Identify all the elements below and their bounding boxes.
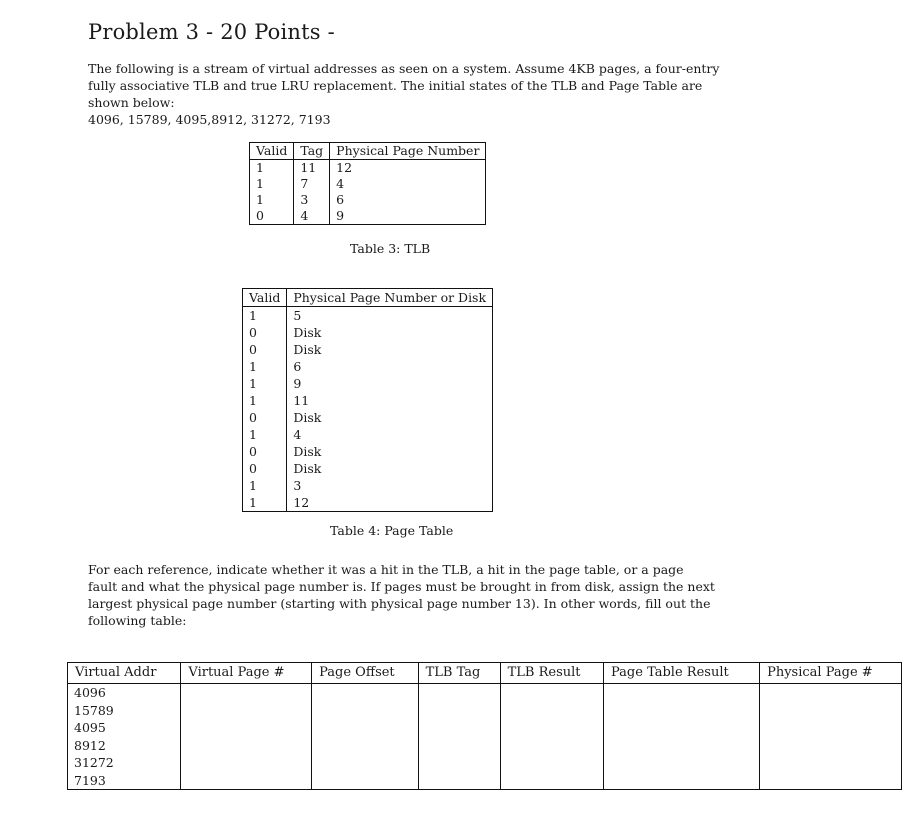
page-table-ppn: 3 bbox=[287, 477, 493, 494]
page-table-row bbox=[243, 341, 493, 358]
instructions-paragraph bbox=[88, 561, 718, 629]
tlb-valid: 0 bbox=[250, 208, 294, 225]
page-table-valid: 0 bbox=[243, 409, 287, 426]
answer-cell[interactable] bbox=[181, 684, 312, 702]
page-table-ppn: Disk bbox=[287, 341, 493, 358]
answer-cell[interactable] bbox=[181, 754, 312, 772]
answer-cell[interactable] bbox=[418, 737, 500, 755]
answer-row bbox=[68, 737, 902, 755]
answer-cell[interactable] bbox=[760, 772, 902, 790]
page-table-row bbox=[243, 324, 493, 341]
page-table-ppn: Disk bbox=[287, 409, 493, 426]
answer-cell[interactable] bbox=[604, 737, 760, 755]
answer-cell[interactable] bbox=[418, 754, 500, 772]
page-table-ppn: 6 bbox=[287, 358, 493, 375]
page-table-ppn: Disk bbox=[287, 460, 493, 477]
answer-cell[interactable] bbox=[760, 719, 902, 737]
answer-cell[interactable] bbox=[500, 737, 603, 755]
tlb-valid: 1 bbox=[250, 192, 294, 208]
tlb-header-row bbox=[250, 143, 486, 160]
page-table-row bbox=[243, 494, 493, 512]
answer-cell[interactable] bbox=[418, 702, 500, 720]
answer-virtual-addr: 31272 bbox=[68, 754, 181, 772]
tlb-valid: 1 bbox=[250, 160, 294, 177]
page-table-valid: 0 bbox=[243, 443, 287, 460]
page-table-ppn: 5 bbox=[287, 307, 493, 325]
answer-header-tlb-tag: TLB Tag bbox=[418, 663, 500, 684]
tlb-row bbox=[250, 208, 486, 225]
tlb-ppn: 12 bbox=[330, 160, 486, 177]
answer-cell[interactable] bbox=[760, 702, 902, 720]
page-table-row bbox=[243, 307, 493, 325]
page-table-ppn: 12 bbox=[287, 494, 493, 512]
answer-cell[interactable] bbox=[760, 754, 902, 772]
answer-row bbox=[68, 702, 902, 720]
page-table-valid: 1 bbox=[243, 477, 287, 494]
page-table-header-ppn: Physical Page Number or Disk bbox=[287, 289, 493, 307]
tlb-valid: 1 bbox=[250, 176, 294, 192]
page-table-valid: 1 bbox=[243, 426, 287, 443]
intro-line: fully associative TLB and true LRU replacement. The initial states of the TLB and Page Table are bbox=[88, 78, 703, 93]
tlb-header-valid: Valid bbox=[250, 143, 294, 160]
answer-cell[interactable] bbox=[312, 772, 419, 790]
page-table-row bbox=[243, 443, 493, 460]
page-table-valid: 0 bbox=[243, 324, 287, 341]
answer-cell[interactable] bbox=[312, 737, 419, 755]
page-table-row bbox=[243, 358, 493, 375]
answer-cell[interactable] bbox=[418, 684, 500, 702]
answer-row bbox=[68, 719, 902, 737]
page-table-row bbox=[243, 375, 493, 392]
answer-virtual-addr: 7193 bbox=[68, 772, 181, 790]
answer-cell[interactable] bbox=[604, 772, 760, 790]
page-table-ppn: Disk bbox=[287, 324, 493, 341]
page-table-valid: 1 bbox=[243, 307, 287, 325]
page-table-row bbox=[243, 392, 493, 409]
problem-title: Problem 3 - 20 Points - bbox=[88, 20, 335, 44]
answer-header-virtual-addr: Virtual Addr bbox=[68, 663, 181, 684]
answer-cell[interactable] bbox=[500, 684, 603, 702]
answer-header-page-table-result: Page Table Result bbox=[604, 663, 760, 684]
tlb-row bbox=[250, 160, 486, 177]
tlb-ppn: 4 bbox=[330, 176, 486, 192]
tlb-tag: 7 bbox=[294, 176, 330, 192]
answer-cell[interactable] bbox=[312, 719, 419, 737]
page-table-ppn: 4 bbox=[287, 426, 493, 443]
page-table-caption: Table 4: Page Table bbox=[330, 523, 454, 538]
answer-cell[interactable] bbox=[500, 772, 603, 790]
answer-cell[interactable] bbox=[181, 772, 312, 790]
answer-cell[interactable] bbox=[604, 719, 760, 737]
answer-cell[interactable] bbox=[312, 684, 419, 702]
answer-virtual-addr: 8912 bbox=[68, 737, 181, 755]
instruction-line: following table: bbox=[88, 613, 187, 628]
tlb-ppn: 9 bbox=[330, 208, 486, 225]
tlb-tag: 3 bbox=[294, 192, 330, 208]
answer-cell[interactable] bbox=[604, 702, 760, 720]
page-table-row bbox=[243, 460, 493, 477]
intro-paragraph bbox=[88, 60, 718, 128]
page-table-valid: 1 bbox=[243, 494, 287, 512]
intro-line: shown below: bbox=[88, 95, 175, 110]
page-table-header-valid: Valid bbox=[243, 289, 287, 307]
answer-cell[interactable] bbox=[604, 684, 760, 702]
tlb-table bbox=[249, 142, 486, 225]
answer-cell[interactable] bbox=[418, 719, 500, 737]
answer-virtual-addr: 4096 bbox=[68, 684, 181, 702]
answer-cell[interactable] bbox=[500, 754, 603, 772]
answer-cell[interactable] bbox=[760, 737, 902, 755]
tlb-row bbox=[250, 176, 486, 192]
tlb-row bbox=[250, 192, 486, 208]
answer-cell[interactable] bbox=[312, 702, 419, 720]
answer-cell[interactable] bbox=[604, 754, 760, 772]
answer-cell[interactable] bbox=[181, 737, 312, 755]
answer-cell[interactable] bbox=[500, 702, 603, 720]
answer-header-physical-page: Physical Page # bbox=[760, 663, 902, 684]
answer-cell[interactable] bbox=[181, 702, 312, 720]
answer-cell[interactable] bbox=[418, 772, 500, 790]
answer-header-virtual-page: Virtual Page # bbox=[181, 663, 312, 684]
page-table-row bbox=[243, 409, 493, 426]
address-stream: 4096, 15789, 4095,8912, 31272, 7193 bbox=[88, 112, 331, 127]
answer-cell[interactable] bbox=[312, 754, 419, 772]
tlb-caption: Table 3: TLB bbox=[350, 241, 431, 256]
answer-table bbox=[67, 662, 902, 790]
tlb-tag: 4 bbox=[294, 208, 330, 225]
page-table-ppn: Disk bbox=[287, 443, 493, 460]
page-table bbox=[242, 288, 493, 512]
page-table-header-row bbox=[243, 289, 493, 307]
page-table-valid: 0 bbox=[243, 460, 287, 477]
page-table-valid: 0 bbox=[243, 341, 287, 358]
page-table-ppn: 11 bbox=[287, 392, 493, 409]
tlb-header-tag: Tag bbox=[294, 143, 330, 160]
page-table-valid: 1 bbox=[243, 358, 287, 375]
tlb-tag: 11 bbox=[294, 160, 330, 177]
tlb-ppn: 6 bbox=[330, 192, 486, 208]
answer-virtual-addr: 4095 bbox=[68, 719, 181, 737]
answer-virtual-addr: 15789 bbox=[68, 702, 181, 720]
answer-header-row bbox=[68, 663, 902, 684]
answer-row bbox=[68, 684, 902, 702]
answer-cell[interactable] bbox=[181, 719, 312, 737]
answer-cell[interactable] bbox=[500, 719, 603, 737]
answer-header-page-offset: Page Offset bbox=[312, 663, 419, 684]
page-table-row bbox=[243, 426, 493, 443]
answer-row bbox=[68, 754, 902, 772]
page-table-valid: 1 bbox=[243, 375, 287, 392]
answer-header-tlb-result: TLB Result bbox=[500, 663, 603, 684]
answer-row bbox=[68, 772, 902, 790]
answer-cell[interactable] bbox=[760, 684, 902, 702]
tlb-header-ppn: Physical Page Number bbox=[330, 143, 486, 160]
page-table-row bbox=[243, 477, 493, 494]
intro-line: The following is a stream of virtual addresses as seen on a system. Assume 4KB pages, a four-entry bbox=[88, 61, 720, 76]
page-table-ppn: 9 bbox=[287, 375, 493, 392]
instruction-line: fault and what the physical page number is. If pages must be brought in from disk, assign the next bbox=[88, 579, 715, 594]
instruction-line: For each reference, indicate whether it was a hit in the TLB, a hit in the page table, or a page bbox=[88, 562, 684, 577]
page-table-valid: 1 bbox=[243, 392, 287, 409]
instruction-line: largest physical page number (starting with physical page number 13). In other words, fill out the bbox=[88, 596, 711, 611]
